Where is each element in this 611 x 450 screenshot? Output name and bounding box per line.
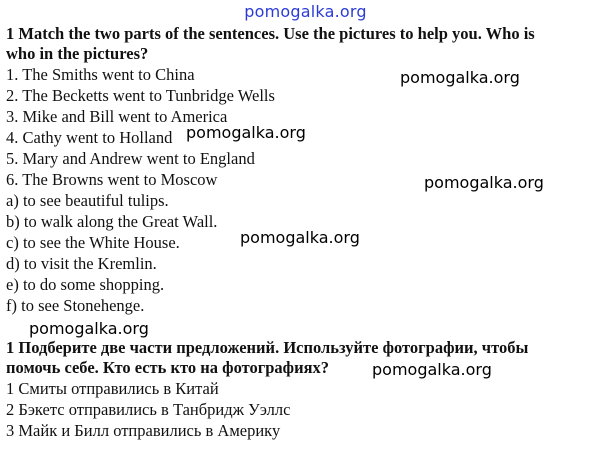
exercise-ru-title-line-2: помочь себе. Кто есть кто на фотографиях? [6, 358, 330, 377]
exercise-en-title-line-1: 1 Match the two parts of the sentences. Use the pictures to help you. Who is [6, 24, 535, 43]
lettered-list-en [6, 190, 606, 316]
list-item: 2 Бэкетс отправились в Танбридж Уэллс [6, 400, 291, 419]
list-item: 6. The Browns went to Moscow [6, 170, 218, 189]
list-item: c) to see the White House. [6, 233, 180, 252]
site-header-watermark: pomogalka.org [244, 2, 367, 21]
list-item: 4. Cathy went to Holland [6, 128, 173, 147]
watermark-text: pomogalka.org [186, 123, 306, 142]
exercise-ru-title [6, 338, 606, 378]
list-item: e) to do some shopping. [6, 275, 165, 294]
list-item: 5. Mary and Andrew went to England [6, 149, 255, 168]
list-item: f) to see Stonehenge. [6, 296, 145, 315]
exercise-ru-title-line-1: 1 Подберите две части предложений. Используйте фотографии, чтобы [6, 338, 529, 357]
list-item: a) to see beautiful tulips. [6, 191, 169, 210]
watermark-text: pomogalka.org [29, 319, 149, 338]
numbered-list-ru [6, 378, 606, 441]
watermark-text: pomogalka.org [372, 360, 492, 379]
list-item: 1 Смиты отправились в Китай [6, 379, 219, 398]
list-item: 2. The Becketts went to Tunbridge Wells [6, 86, 275, 105]
watermark-text: pomogalka.org [240, 228, 360, 247]
list-item: 3. Mike and Bill went to America [6, 107, 228, 126]
watermark-text: pomogalka.org [400, 68, 520, 87]
list-item: 1. The Smiths went to China [6, 65, 195, 84]
exercise-en-title [6, 24, 606, 64]
exercise-en-title-line-2: who in the pictures? [6, 44, 149, 63]
list-item: 3 Майк и Билл отправились в Америку [6, 421, 281, 440]
list-item: b) to walk along the Great Wall. [6, 212, 218, 231]
list-item: d) to visit the Kremlin. [6, 254, 157, 273]
watermark-text: pomogalka.org [424, 173, 544, 192]
